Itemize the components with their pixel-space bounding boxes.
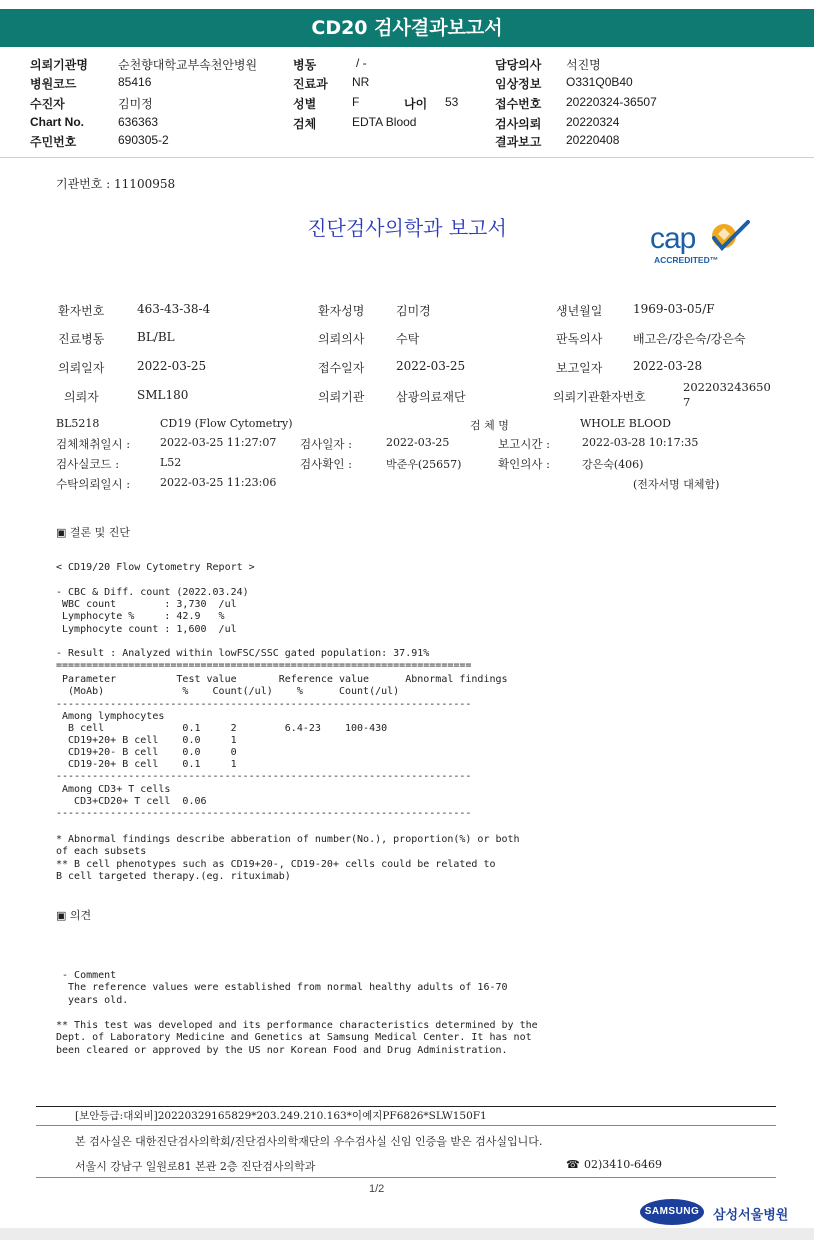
table-header-line: Parameter Test value Reference value Abnormal findings — [56, 674, 508, 685]
confirm-doctor-label: 확인의사 : — [498, 457, 550, 471]
header-value: 20220408 — [566, 133, 620, 147]
patient-value: 1969-03-05/F — [633, 302, 715, 316]
cbc-line: Lymphocyte % : 42.9 % — [56, 611, 225, 622]
header-value: 석진명 — [566, 58, 601, 72]
confirm-label: 검사확인 : — [300, 457, 352, 471]
footer-rule-bottom — [36, 1177, 776, 1178]
samsung-logo: SAMSUNG — [640, 1199, 704, 1225]
header-label: 성별 — [293, 97, 317, 111]
test-code: BL5218 — [56, 417, 100, 430]
report-time-label: 보고시간 : — [498, 437, 550, 451]
certification-line: 본 검사실은 대한진단검사의학회/진단검사의학재단의 우수검사실 신임 인증을 받은 검사실입니다. — [75, 1135, 543, 1148]
collect-label: 검체채취일시 : — [56, 437, 131, 451]
security-line: [보안등급:대외비]20220329165829*203.249.210.163*이예지PF6826*SLW150F1 — [75, 1110, 487, 1122]
header-label: 임상정보 — [495, 77, 542, 91]
double-rule: ===================================================================== — [56, 660, 472, 671]
header-label: 진료과 — [293, 77, 328, 91]
header-value: 636363 — [118, 115, 159, 129]
header-value: NR — [352, 75, 370, 89]
request-value: 2022-03-25 11:23:06 — [160, 476, 277, 489]
patient-value: BL/BL — [137, 330, 175, 344]
header-label: Chart No. — [30, 115, 84, 129]
specimen-label: 검 체 명 — [470, 419, 509, 432]
header-label: 수진자 — [30, 97, 65, 111]
report-banner — [0, 9, 814, 47]
result-line: - Result : Analyzed within lowFSC/SSC gated population: 37.91% — [56, 648, 430, 659]
header-value: 690305-2 — [118, 133, 169, 147]
header-value: 순천향대학교부속천안병원 — [118, 58, 258, 72]
header-value: 김미정 — [118, 97, 153, 111]
header-value: 20220324 — [566, 115, 620, 129]
header-divider — [0, 157, 814, 158]
patient-label: 환자성명 — [318, 304, 365, 318]
comment-line: years old. — [56, 995, 129, 1006]
patient-value: 2022-03-25 — [396, 359, 466, 373]
comment-line: - Comment — [56, 970, 117, 981]
test-date-label: 검사일자 : — [300, 437, 352, 451]
header-value: O331Q0B40 — [566, 75, 633, 89]
page-number: 1/2 — [369, 1183, 385, 1195]
section-opinion: ▣ 의견 — [56, 909, 92, 922]
patient-label: 의뢰자 — [64, 390, 99, 404]
phone-icon: ☎ — [566, 1158, 580, 1171]
header-label: 검체 — [293, 117, 317, 131]
table-row: Among lymphocytes — [56, 711, 165, 722]
patient-value-cont: 7 — [683, 395, 691, 409]
disclaimer-line: ** This test was developed and its performance characteristics determined by the — [56, 1020, 538, 1031]
table-row: CD3+CD20+ T cell 0.06 — [56, 796, 207, 807]
patient-label: 의뢰기관 — [318, 390, 365, 404]
lab-code-value: L52 — [160, 456, 182, 469]
table-row: CD19+20- B cell 0.0 0 — [56, 747, 237, 758]
confirm-doctor-value: 강은숙(406) — [582, 458, 644, 471]
table-row: Among CD3+ T cells — [56, 784, 171, 795]
age-value: 53 — [445, 95, 459, 109]
patient-label: 판독의사 — [556, 332, 603, 346]
header-value: F — [352, 95, 360, 109]
banner-title: CD20 검사결과보고서 — [311, 17, 503, 39]
cap-accredited-logo — [650, 222, 760, 266]
comment-line: The reference values were established from normal healthy adults of 16-70 — [56, 982, 508, 993]
test-name: CD19 (Flow Cytometry) — [160, 417, 293, 430]
patient-label: 의뢰기관환자번호 — [553, 390, 646, 404]
patient-value: 2022-03-25 — [137, 359, 207, 373]
note-line: B cell targeted therapy.(eg. rituximab) — [56, 871, 291, 882]
note-line: of each subsets — [56, 846, 147, 857]
header-value: EDTA Blood — [352, 115, 417, 129]
disclaimer-line: Dept. of Laboratory Medicine and Genetics at Samsung Medical Center. It has not — [56, 1032, 532, 1043]
hospital-name: 삼성서울병원 — [713, 1208, 789, 1223]
header-label: 담당의사 — [495, 58, 542, 72]
header-label: 병원코드 — [30, 77, 77, 91]
collect-value: 2022-03-25 11:27:07 — [160, 436, 277, 449]
header-label: 접수번호 — [495, 97, 542, 111]
header-value: / - — [356, 56, 367, 70]
header-label: 주민번호 — [30, 135, 77, 149]
lab-address: 서울시 강남구 일원로81 본관 2층 진단검사의학과 — [75, 1160, 316, 1173]
patient-value: 배고은/강은숙/강은숙 — [633, 332, 746, 346]
institution-number: 기관번호 : 11100958 — [56, 177, 176, 191]
single-rule: --------------------------------------------------------------------- — [56, 771, 472, 782]
patient-label: 보고일자 — [556, 361, 603, 375]
note-line: ** B cell phenotypes such as CD19+20-, CD19-20+ cells could be related to — [56, 859, 496, 870]
confirm-value: 박준우(25657) — [386, 458, 462, 471]
request-label: 수탁의뢰일시 : — [56, 477, 131, 491]
lab-code-label: 검사실코드 : — [56, 457, 120, 471]
footer-rule-thin — [36, 1125, 776, 1126]
disclaimer-line: been cleared or approved by the US nor Korean Food and Drug Administration. — [56, 1045, 508, 1056]
note-line: * Abnormal findings describe abberation of number(No.), proportion(%) or both — [56, 834, 520, 845]
single-rule: --------------------------------------------------------------------- — [56, 699, 472, 710]
patient-label: 의뢰일자 — [58, 361, 105, 375]
section-conclusion: ▣ 결론 및 진단 — [56, 526, 131, 539]
patient-label: 의뢰의사 — [318, 332, 365, 346]
cbc-line: - CBC & Diff. count (2022.03.24) — [56, 587, 249, 598]
report-title: 진단검사의학과 보고서 — [307, 216, 507, 240]
footer-rule — [36, 1106, 776, 1107]
cbc-line: WBC count : 3,730 /ul — [56, 599, 237, 610]
table-header-line: (MoAb) % Count(/ul) % Count(/ul) — [56, 686, 400, 697]
patient-value: SML180 — [137, 388, 189, 402]
patient-label: 생년월일 — [556, 304, 603, 318]
lab-phone: 02)3410-6469 — [584, 1158, 662, 1171]
cap-logo-text: cap — [650, 222, 696, 255]
header-value: 85416 — [118, 75, 152, 89]
patient-value: 463-43-38-4 — [137, 302, 211, 316]
header-label: 의뢰기관명 — [30, 58, 88, 72]
patient-label: 환자번호 — [58, 304, 105, 318]
patient-value: 2022-03-28 — [633, 359, 703, 373]
table-row: B cell 0.1 2 6.4-23 100-430 — [56, 723, 388, 734]
page-bottom-edge — [0, 1228, 814, 1240]
specimen-value: WHOLE BLOOD — [580, 417, 671, 430]
header-label: 병동 — [293, 58, 317, 72]
patient-value: 삼광의료재단 — [396, 390, 466, 404]
signature-note: (전자서명 대체함) — [633, 478, 720, 491]
single-rule: --------------------------------------------------------------------- — [56, 808, 472, 819]
report-title-line: < CD19/20 Flow Cytometry Report > — [56, 562, 255, 573]
cbc-line: Lymphocyte count : 1,600 /ul — [56, 624, 237, 635]
patient-value: 수탁 — [396, 332, 420, 346]
patient-value: 김미경 — [396, 304, 431, 318]
header-value: 20220324-36507 — [566, 95, 657, 109]
table-row: CD19-20+ B cell 0.1 1 — [56, 759, 237, 770]
report-time-value: 2022-03-28 10:17:35 — [582, 436, 699, 449]
patient-label: 진료병동 — [58, 332, 105, 346]
table-row: CD19+20+ B cell 0.0 1 — [56, 735, 237, 746]
header-label: 검사의뢰 — [495, 117, 542, 131]
patient-label: 접수일자 — [318, 361, 365, 375]
age-label: 나이 — [404, 97, 428, 111]
test-date-value: 2022-03-25 — [386, 436, 450, 449]
cap-logo-subtext: ACCREDITED™ — [654, 255, 719, 265]
header-label: 결과보고 — [495, 135, 542, 149]
patient-value: 202203243650 — [683, 380, 771, 394]
